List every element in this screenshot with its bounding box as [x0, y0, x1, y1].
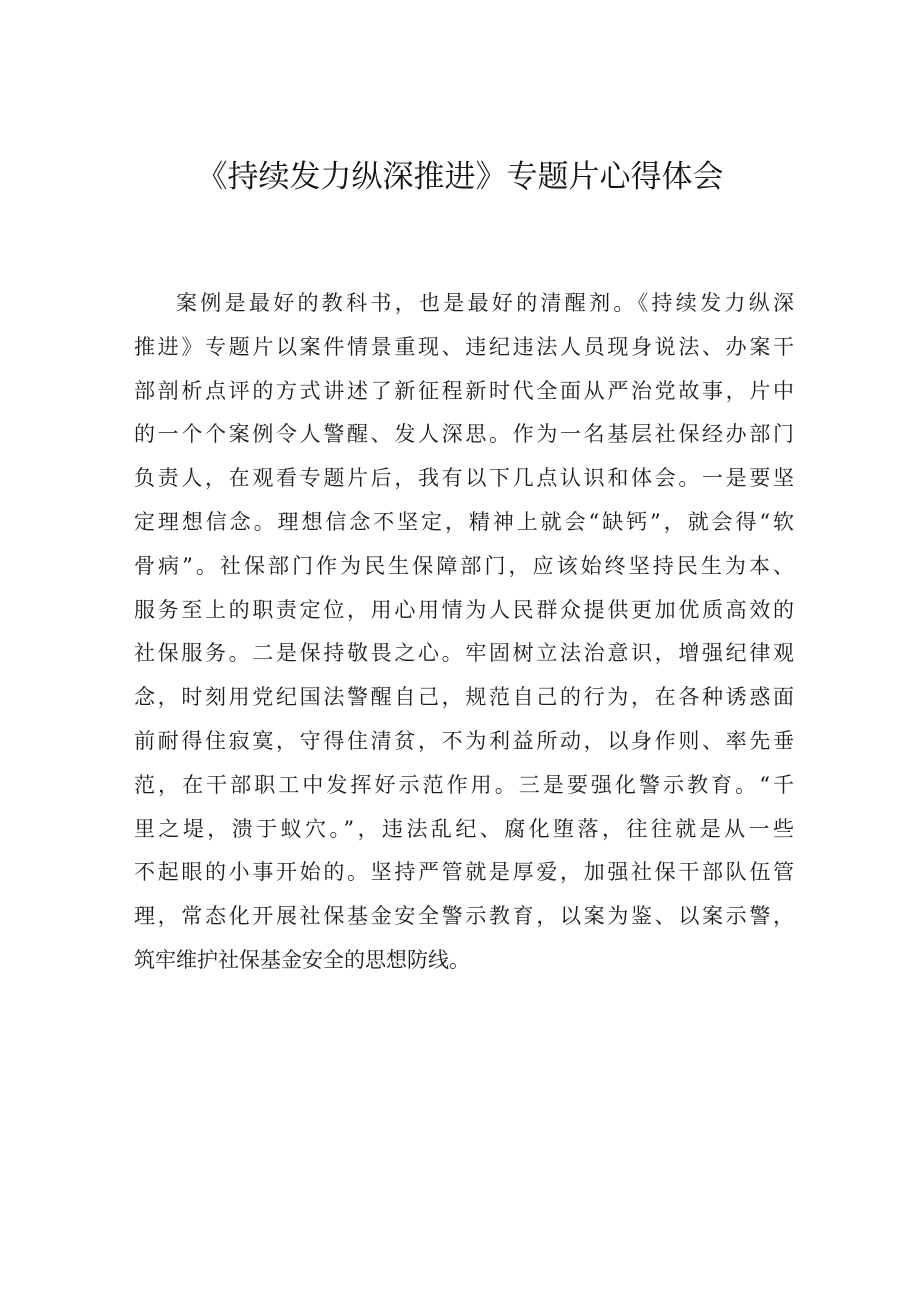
- paragraph-line: 部剖析点评的方式讲述了新征程新时代全面从严治党故事，片中: [134, 378, 794, 403]
- paragraph-line: 念，时刻用党纪国法警醒自己，规范自己的行为，在各种诱惑面: [134, 685, 794, 710]
- paragraph-line: 理，常态化开展社保基金安全警示教育，以案为鉴、以案示警，: [134, 904, 794, 929]
- paragraph-line: 不起眼的小事开始的。坚持严管就是厚爱，加强社保干部队伍管: [134, 860, 794, 885]
- paragraph-line: 社保服务。二是保持敬畏之心。牢固树立法治意识，增强纪律观: [134, 641, 794, 666]
- paragraph-line: 前耐得住寂寞，守得住清贫，不为利益所动，以身作则、率先垂: [134, 728, 794, 753]
- paragraph-line: 骨病”。社保部门作为民生保障部门，应该始终坚持民生为本、: [134, 553, 794, 578]
- paragraph-line: 推进》专题片以案件情景重现、违纪违法人员现身说法、办案干: [134, 334, 794, 359]
- paragraph-line: 里之堤，溃于蚁穴。”，违法乱纪、腐化堕落，往往就是从一些: [134, 816, 794, 841]
- paragraph-line: 案例是最好的教科书，也是最好的清醒剂。《持续发力纵深: [176, 291, 794, 315]
- paragraph-line: 定理想信念。理想信念不坚定，精神上就会“缺钙”，就会得“软: [134, 509, 794, 534]
- paragraph-line: 筑牢维护社保基金安全的思想防线。: [134, 947, 470, 972]
- paragraph-line: 负责人，在观看专题片后，我有以下几点认识和体会。一是要坚: [134, 466, 794, 491]
- document-body: [134, 282, 794, 983]
- paragraph-line: 服务至上的职责定位，用心用情为人民群众提供更加优质高效的: [134, 597, 794, 622]
- paragraph-line: 范，在干部职工中发挥好示范作用。三是要强化警示教育。“千: [134, 772, 794, 797]
- document-title: 《持续发力纵深推进》专题片心得体会: [196, 159, 724, 195]
- paragraph-line: 的一个个案例令人警醒、发人深思。作为一名基层社保经办部门: [134, 422, 794, 447]
